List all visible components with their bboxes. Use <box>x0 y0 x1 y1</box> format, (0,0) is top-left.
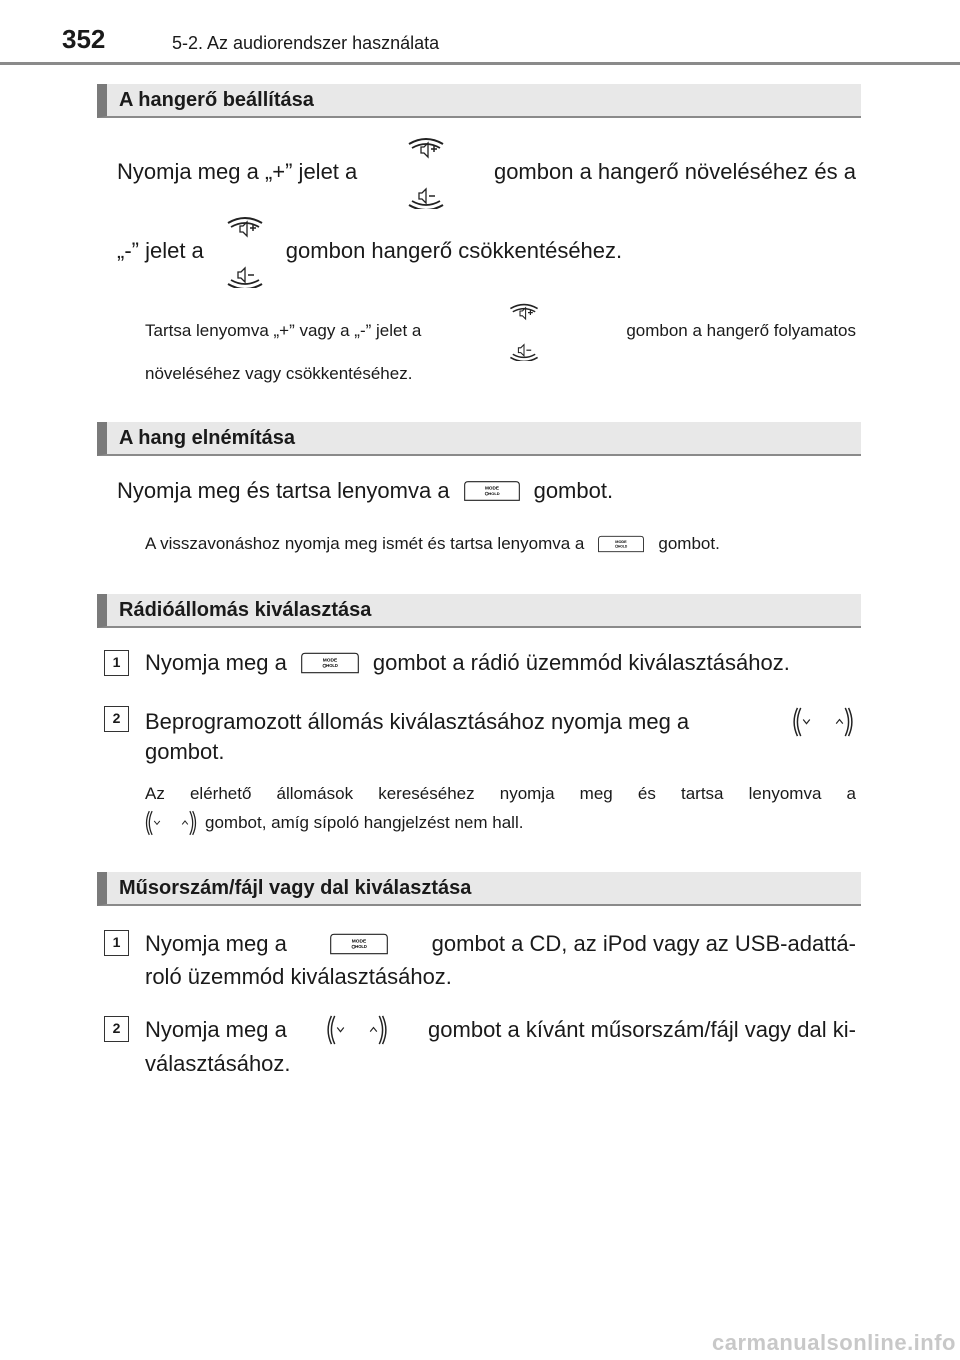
track-step-1-line-1: Nyomja meg a gombot a CD, az iPod vagy az USB-adattá- <box>145 926 856 962</box>
step-number: 1 <box>104 930 129 956</box>
volume-note-line-1: Tartsa lenyomva „+” vagy a „-” jelet a gombon a hangerő folyamatos <box>145 301 856 361</box>
section-heading-radio <box>97 594 861 628</box>
mode-hold-button-icon <box>301 648 359 678</box>
steering-volume-switch-icon <box>401 135 451 209</box>
mute-note: A visszavonáshoz nyomja meg ismét és tartsa lenyomva a gombot. <box>145 532 720 556</box>
watermark: carmanualsonline.info <box>712 1330 956 1355</box>
seek-switch-icon <box>790 704 856 740</box>
chapter-title: 5-2. Az audiorendszer használata <box>172 33 440 53</box>
radio-step-2-line-2: gombot. <box>145 739 225 764</box>
mode-hold-button-icon <box>598 532 644 556</box>
page-number: 352 <box>62 24 106 54</box>
step-number: 2 <box>104 706 129 732</box>
radio-step-1: Nyomja meg a gombot a rádió üzemmód kiválasztásához. <box>145 648 790 678</box>
track-step-1-line-2: roló üzemmód kiválasztásához. <box>145 964 452 989</box>
section-title: A hang elnémítása <box>119 427 295 449</box>
section-heading-volume <box>97 84 861 118</box>
track-step-2-line-1: Nyomja meg a gombot a kívánt műsorszám/fájl vagy dal ki- <box>145 1011 856 1049</box>
volume-note-line-2: növeléséhez vagy csökkentéséhez. <box>145 364 413 383</box>
seek-switch-icon <box>143 808 199 838</box>
seek-switch-icon <box>324 1012 390 1048</box>
radio-note-line-2: gombot, amíg sípoló hangjelzést nem hall. <box>143 808 523 838</box>
volume-paragraph-line-2: „-” jelet a gombon hangerő csökkentéséhez. <box>117 214 622 288</box>
section-heading-mute <box>97 422 861 456</box>
radio-step-2-line-1: Beprogramozott állomás kiválasztásához nyomja meg a <box>145 703 856 741</box>
mode-hold-button-icon <box>330 929 388 959</box>
section-title: Műsorszám/fájl vagy dal kiválasztása <box>119 877 472 899</box>
section-title: Rádióállomás kiválasztása <box>119 599 372 621</box>
track-step-2-line-2: választásához. <box>145 1051 291 1076</box>
mode-hold-button-icon <box>464 477 520 505</box>
section-title: A hangerő beállítása <box>119 89 314 111</box>
mute-paragraph: Nyomja meg és tartsa lenyomva a gombot. <box>117 478 614 503</box>
steering-volume-switch-icon <box>504 301 544 361</box>
volume-paragraph-line-1: Nyomja meg a „+” jelet a gombon a hangerő növeléséhez és a <box>117 135 856 209</box>
header-rule <box>0 62 960 65</box>
radio-note-line-1: Az elérhető állomások kereséséhez nyomja meg és tartsa lenyomva a <box>145 784 856 803</box>
step-number: 2 <box>104 1016 129 1042</box>
step-number: 1 <box>104 650 129 676</box>
steering-volume-switch-icon <box>220 214 270 288</box>
section-heading-track <box>97 872 861 906</box>
